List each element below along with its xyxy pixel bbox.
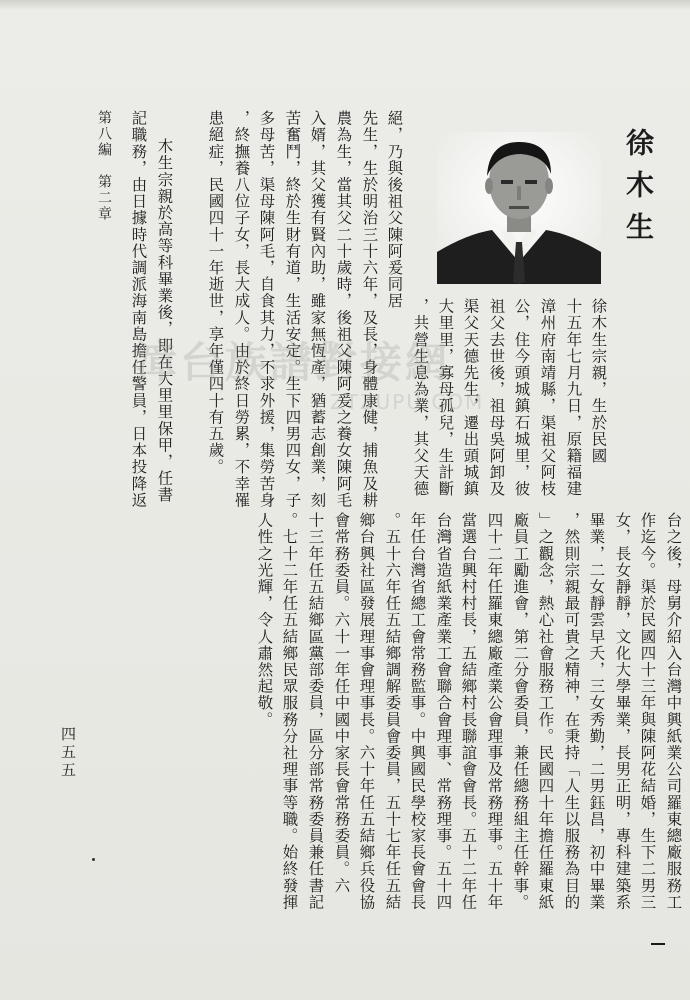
edge-mark bbox=[651, 943, 665, 945]
text-column: 。五十六年任五結鄉調解委員會委員，五十七年任五結 bbox=[383, 512, 402, 911]
text-column: 公，住今頭城鎮石城里，彼 bbox=[512, 298, 531, 498]
text-column: ，共營生息為業，其父天德 bbox=[411, 298, 430, 498]
text-column: 十三年任五結鄉區黨部委員，區分部常務委員兼任書記 bbox=[306, 512, 325, 911]
text-column: 。七十二年任五結鄉民眾服務分社理事等職。始終發揮 bbox=[280, 512, 299, 911]
text-column: 會常務委員。六十一年任中國中家長會常務委員。六 bbox=[332, 512, 351, 894]
text-column: 人性之光輝，令人肅然起敬。 bbox=[255, 512, 274, 728]
text-column: 作迄今。渠於民國四十三年與陳阿花結婚，生下二男三 bbox=[638, 512, 657, 911]
chapter-label: 第八編 第二章 bbox=[96, 110, 112, 222]
text-column: 十五年七月九日，原籍福建 bbox=[564, 298, 583, 498]
text-column: 廠員工勵進會，第二分會委員，兼任總務組主任幹事。 bbox=[511, 512, 530, 911]
text-column: 四十二年任羅東總廠產業公會理事及常務理事。五十年 bbox=[485, 512, 504, 911]
text-column: 祖父去世後，祖母吳阿卸及 bbox=[487, 298, 506, 498]
watermark-subtext: ZTZUPU.COM bbox=[330, 390, 485, 414]
text-column: 記職務，由日據時代調派海南島擔任警員，日本投降返 bbox=[129, 110, 148, 509]
text-column: 徐木生宗親，生於民國 bbox=[589, 298, 608, 464]
text-column: 渠父天德先生，遷出頭城鎮 bbox=[461, 298, 480, 498]
text-column: 」之觀念，熱心社會服務工作。民國四十年擔任羅東紙 bbox=[536, 512, 555, 911]
text-column: 農為生，當其父二十歲時，後祖父陳阿爰之養女陳阿毛 bbox=[334, 110, 353, 509]
text-column: 台之後，母舅介紹入台灣中興紙業公司羅東總廠服務工 bbox=[664, 512, 683, 911]
portrait-photo bbox=[437, 132, 601, 284]
page-title: 徐木生 bbox=[622, 128, 655, 254]
text-column: 先生，生於明治三十六年，及長，身體康健，捕魚及耕 bbox=[360, 110, 379, 509]
text-column: 漳州府南靖縣，渠祖父阿枝 bbox=[538, 298, 557, 498]
scan-speck bbox=[92, 858, 95, 861]
text-column: 患絕症，民國四十一年逝世，享年僅四十有五歲。 bbox=[206, 110, 225, 476]
scan-top-edge bbox=[0, 0, 690, 10]
text-column: 多母苦，渠母陳阿毛，自食其力，不求外援，集勞苦身 bbox=[257, 110, 276, 509]
watermark-text: 漳台族譜對接網 bbox=[135, 338, 451, 387]
text-column: 鄉台興社區發展理事會理事長。六十年任五結鄉兵役協 bbox=[357, 512, 376, 911]
text-column: 木生宗親於高等科畢業後，即在大里里保甲，任書 bbox=[155, 138, 174, 504]
page-number: 四五五 bbox=[59, 726, 77, 780]
text-column: 大里里，寡母孤兒，生計斷 bbox=[436, 298, 455, 498]
portrait-photo-image bbox=[437, 132, 601, 284]
text-column: 台灣省造紙業產業工會聯合會理事、常務理事。五十四 bbox=[434, 512, 453, 911]
text-column: 絕，乃與後祖父陳阿爰同居 bbox=[385, 110, 404, 310]
text-column: 畢業，二女靜雲早夭，三女秀勤，二男鈺昌，初中畢業 bbox=[587, 512, 606, 911]
text-column: 年任台灣省總工會常務監事。中興國民學校家長會會長 bbox=[408, 512, 427, 911]
text-column: 女，長女靜靜，文化大學畢業，長男正明，專科建築系 bbox=[613, 512, 632, 911]
text-column: ，終撫養八位子女，長大成人。由於終日勞累，不幸罹 bbox=[232, 110, 251, 509]
text-column: ，然則宗親最可貴之精神，在秉持「人生以服務為目的 bbox=[562, 512, 581, 911]
text-column: 當選台興村村長，五結鄉村長聯誼會會長。五十二年任 bbox=[459, 512, 478, 911]
text-column: 苦奮鬥，終於生財有道，生活安定。生下四男四女，子 bbox=[283, 110, 302, 509]
text-column: 入婿，其父獲有賢內助，雖家無恆產，猶蓄志創業，刻 bbox=[308, 110, 327, 509]
